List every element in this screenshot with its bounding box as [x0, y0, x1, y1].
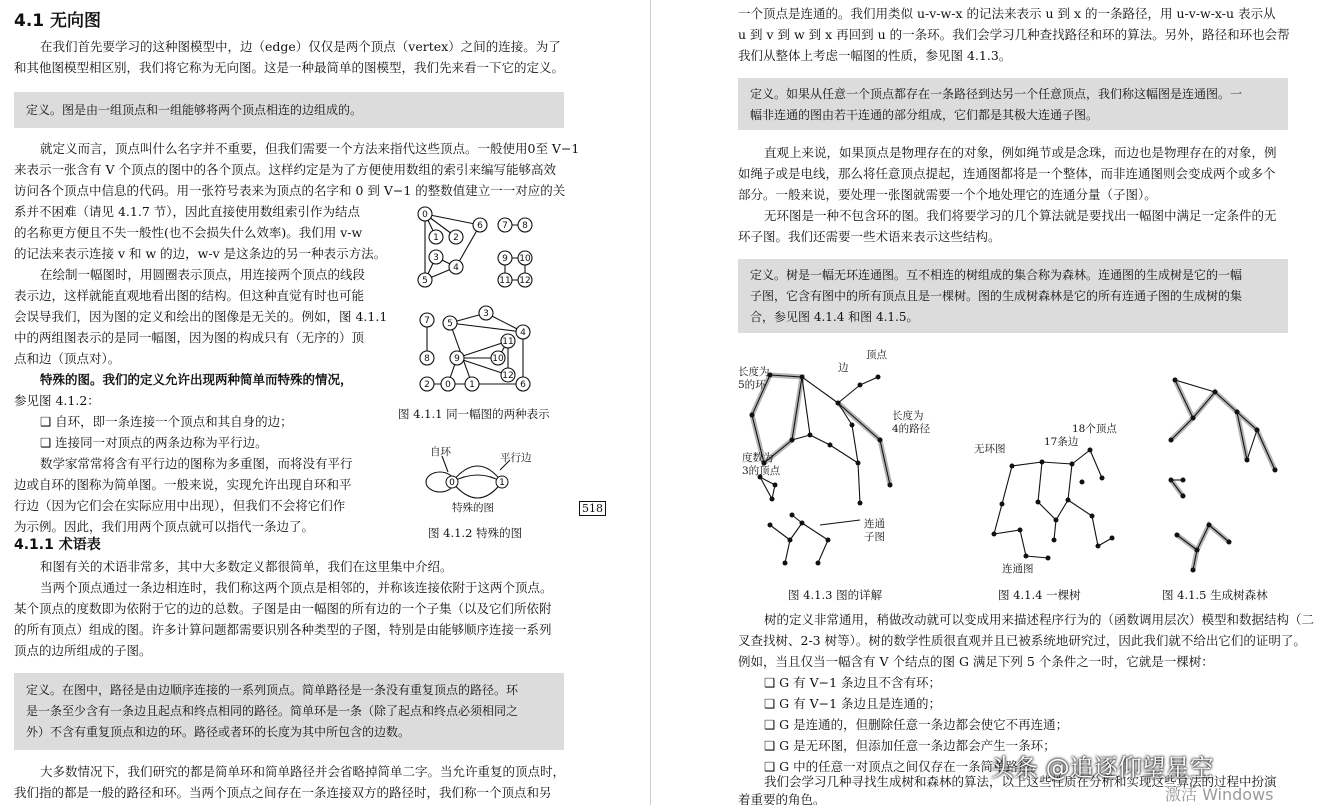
- svg-text:5: 5: [422, 276, 428, 286]
- page-divider: [650, 0, 651, 805]
- bullet-item: ❑ 自环，即一条连接一个顶点和其自身的边；: [40, 414, 293, 429]
- body-line: 无环图是一种不包含环的图。我们将要学习的几个算法就是要找出一幅图中满足一定条件的无: [764, 208, 1277, 223]
- body-line: 点和边（顶点对）。: [14, 351, 121, 366]
- svg-text:3: 3: [483, 309, 489, 319]
- body-line: 的记法来表示连接 v 和 w 的边，w-v 是这条边的另一种表示方法。: [14, 246, 387, 261]
- body-line: 我们从整体上考虑一幅图的性质，参见图 4.1.3。: [738, 48, 1012, 63]
- body-line: 顶点的边所组成的子图。: [14, 643, 152, 658]
- figure-4-1-1: [410, 200, 550, 400]
- vertex-count-label: 18个顶点: [1072, 423, 1117, 435]
- svg-text:9: 9: [502, 254, 508, 264]
- svg-text:7: 7: [424, 316, 430, 326]
- body-line: 的名称更方便且不失一般性(也不会损失什么效率)。我们用 v-w: [14, 225, 363, 240]
- definition-text: 定义。如果从任意一个顶点都存在一条路径到达另一个任意顶点，我们称这幅图是连通图。一: [750, 87, 1243, 101]
- svg-text:2: 2: [453, 233, 459, 243]
- svg-text:4: 4: [453, 263, 459, 273]
- special-graph-label: 特殊的图: [452, 502, 494, 514]
- edge-count-label: 17条边: [1044, 436, 1079, 448]
- body-line: 特殊的图。我们的定义允许出现两种简单而特殊的情况，: [40, 372, 353, 387]
- watermark: 头条 @追逐仰望星空: [990, 754, 1214, 782]
- path-length-label: 长度为 4的路径: [892, 410, 931, 435]
- svg-text:4: 4: [520, 328, 526, 338]
- body-line: 某个顶点的度数即为依附于它的边的总数。子图是由一幅图的所有边的一个子集（以及它们所依附: [14, 601, 552, 616]
- svg-text:0: 0: [445, 380, 451, 390]
- self-loop-label: 自环: [430, 446, 451, 458]
- body-line: 大多数情况下，我们研究的都是简单环和简单路径并会省略掉简单二字。当允许重复的顶点时，: [40, 764, 566, 779]
- svg-text:1: 1: [433, 233, 439, 243]
- body-line: 直观上来说，如果顶点是物理存在的对象，例如绳节或是念珠，而边也是物理存在的对象，例: [764, 145, 1277, 160]
- body-line: 和图有关的术语非常多，其中大多数定义都很简单，我们在这里集中介绍。: [40, 559, 453, 574]
- body-line: 会误导我们，因为图的定义和绘出的图像是无关的。例如，图 4.1.1: [14, 309, 388, 324]
- intro-line: 和其他图模型相区别，我们将它称为无向图。这是一种最简单的图模型，我们先来看一下它的定义。: [14, 60, 565, 75]
- figure-4-1-1-caption: 图 4.1.1 同一幅图的两种表示: [398, 407, 550, 421]
- left-page: [0, 0, 650, 805]
- acyclic-label: 无环图: [974, 443, 1006, 455]
- body-line: 我们指的都是一般的路径和环。当两个顶点之间存在一条连接双方的路径时，我们称一个顶点和另: [14, 785, 552, 800]
- condition-item: ❑ G 是连通的，但删除任意一条边都会使它不再连通；: [764, 717, 1069, 732]
- body-line: 部分。一般来说，要处理一张图就需要一个个地处理它的连通分量（子图）。: [738, 187, 1157, 202]
- condition-item: ❑ G 是无环图，但添加任意一条边都会产生一条环；: [764, 738, 1056, 753]
- figure-4-1-5: [1157, 360, 1292, 575]
- svg-text:2: 2: [424, 380, 430, 390]
- definition-text: 定义。树是一幅无环连通图。互不相连的树组成的集合称为森林。连通图的生成树是它的一幅: [750, 268, 1243, 282]
- definition-text: 子图，它含有图中的所有顶点且是一棵树。图的生成树森林是它的所有连通子图的生成树的集: [750, 289, 1243, 303]
- svg-text:8: 8: [522, 221, 528, 231]
- svg-text:6: 6: [477, 221, 483, 231]
- definition-connected: [738, 78, 1288, 130]
- svg-text:12: 12: [519, 276, 531, 286]
- svg-text:0: 0: [422, 210, 428, 220]
- svg-text:7: 7: [502, 221, 508, 231]
- intro-line: 在我们首先要学习的这种图模型中，边（edge）仅仅是两个顶点（vertex）之间的连接。为了: [40, 39, 561, 54]
- body-line: 系并不困难（请见 4.1.7 节），因此直接使用数组索引作为结点: [14, 204, 361, 219]
- body-line: 为示例。因此，我们用两个顶点就可以指代一条边了。: [14, 519, 315, 534]
- body-line: 我们会学习几种寻找生成树和森林的算法，以上这些性质在分析和实现这些算法的过程中扮演: [764, 774, 1277, 789]
- svg-text:0: 0: [449, 478, 455, 488]
- page-number: 518: [579, 501, 606, 516]
- figure-4-1-2-caption: 图 4.1.2 特殊的图: [428, 526, 523, 540]
- body-line: 就定义而言，顶点叫什么名字并不重要，但我们需要一个方法来指代这些顶点。一般使用0至 V−1: [40, 141, 580, 156]
- svg-text:1: 1: [499, 478, 505, 488]
- definition-text: 定义。图是由一组顶点和一组能够将两个顶点相连的边组成的。: [26, 103, 363, 117]
- body-line: 边或自环的图称为简单图。一般来说，实现允许出现自环和平: [14, 477, 352, 492]
- definition-text: 外）不含有重复顶点和边的环。路径或者环的长度为其中所包含的边数。: [26, 725, 411, 739]
- body-line: 参见图 4.1.2：: [14, 393, 100, 408]
- figure-4-1-3-caption: 图 4.1.3 图的详解: [788, 588, 883, 602]
- windows-activation-notice: 激活 Windows: [1165, 785, 1274, 804]
- subsection-title: 4.1.1 术语表: [14, 537, 101, 553]
- svg-text:10: 10: [492, 354, 504, 364]
- body-line: 例如，当且仅当一幅含有 V 个结点的图 G 满足下列 5 个条件之一时，它就是一棵树：: [738, 654, 1214, 669]
- svg-text:3: 3: [433, 253, 439, 263]
- definition-text: 幅非连通的图由若干连通的部分组成，它们都是其极大连通子图。: [750, 108, 1099, 122]
- svg-text:11: 11: [502, 337, 514, 347]
- svg-text:10: 10: [519, 254, 531, 264]
- svg-text:5: 5: [447, 319, 453, 329]
- body-line: 访问各个顶点中信息的代码。用一张符号表来为顶点的名字和 0 到 V−1 的整数值建立一一对应的关: [14, 183, 566, 198]
- svg-text:8: 8: [424, 354, 430, 364]
- edge-label: 边: [838, 362, 849, 374]
- body-line: 在绘制一幅图时，用圆圈表示顶点，用连接两个顶点的线段: [40, 267, 366, 282]
- definition-path: [14, 673, 564, 750]
- connected-graph-label: 连通图: [1002, 563, 1034, 575]
- svg-text:6: 6: [520, 380, 526, 390]
- definition-text: 是一条至少含有一条边且起点和终点相同的路径。简单环是一条（除了起点和终点必须相同之: [26, 704, 519, 718]
- body-line: 来表示一张含有 V 个顶点的图中的各个顶点。这样约定是为了方便使用数组的索引来编写能够高效: [14, 162, 556, 177]
- body-line: 当两个顶点通过一条边相连时，我们称这两个顶点是相邻的，并称该连接依附于这两个顶点。: [40, 580, 553, 595]
- connected-subgraph-label: 连通 子图: [864, 518, 885, 543]
- vertex-label: 顶点: [866, 349, 887, 361]
- cycle-length-label: 长度为 5的环: [738, 366, 770, 391]
- right-page: [652, 0, 1325, 805]
- body-line: 环子图。我们还需要一些术语来表示这些结构。: [738, 229, 1001, 244]
- definition-tree: [738, 259, 1288, 333]
- body-line: 一个顶点是连通的。我们用类似 u-v-w-x 的记法来表示 u 到 x 的一条路径，用 u-v-w-x-u 表示从: [738, 6, 1276, 21]
- definition-text: 定义。在图中，路径是由边顺序连接的一系列顶点。简单路径是一条没有重复顶点的路径。环: [26, 683, 519, 697]
- parallel-edge-label: 平行边: [500, 452, 532, 464]
- body-line: 树的定义非常通用，稍做改动就可以变成用来描述程序行为的（函数调用层次）模型和数据结构（二: [764, 612, 1315, 627]
- condition-item: ❑ G 有 V−1 条边且不含有环；: [764, 675, 942, 690]
- body-line: 着重要的角色。: [738, 792, 826, 805]
- body-line: 如绳子或是电线，那么将任意顶点提起，连通图都将是一个整体，而非连通图则会变成两个或多个: [738, 166, 1276, 181]
- body-line: 的所有顶点）组成的图。许多计算问题都需要识别各种类型的子图，特别是由能够顺序连接一系列: [14, 622, 552, 637]
- figure-4-1-4-caption: 图 4.1.4 一棵树: [998, 588, 1081, 602]
- svg-text:12: 12: [502, 371, 514, 381]
- svg-text:11: 11: [499, 276, 511, 286]
- body-line: 表示边，这样就能直观地看出图的结构。但这种直觉有时也可能: [14, 288, 365, 303]
- svg-text:1: 1: [469, 380, 475, 390]
- body-line: u 到 v 到 w 到 x 再回到 u 的一条环。我们会学习几种查找路径和环的算法。另外，路径和环也会帮: [738, 27, 1290, 42]
- body-line: 数学家常常将含有平行边的图称为多重图，而将没有平行: [40, 456, 353, 471]
- condition-item: ❑ G 中的任意一对顶点之间仅存在一条简单路径。: [764, 759, 1044, 774]
- definition-graph: [14, 92, 564, 128]
- body-line: 中的两组图表示的是同一幅图，因为图的构成只有（无序的）顶: [14, 330, 365, 345]
- definition-text: 合，参见图 4.1.4 和图 4.1.5。: [750, 310, 919, 324]
- bullet-item: ❑ 连接同一对顶点的两条边称为平行边。: [40, 435, 268, 450]
- figure-4-1-5-caption: 图 4.1.5 生成树森林: [1162, 588, 1268, 602]
- body-line: 行边（因为它们会在实际应用中出现），但我们不会将它们作: [14, 498, 346, 513]
- section-title: 4.1 无向图: [14, 11, 102, 31]
- condition-item: ❑ G 有 V−1 条边且是连通的；: [764, 696, 942, 711]
- body-line: 叉查找树、2-3 树等）。树的数学性质很直观并且已被系统地研究过，因此我们就不给出它们的证明了。: [738, 633, 1306, 648]
- svg-text:9: 9: [454, 354, 460, 364]
- degree-label: 度数为 3的顶点: [742, 452, 781, 477]
